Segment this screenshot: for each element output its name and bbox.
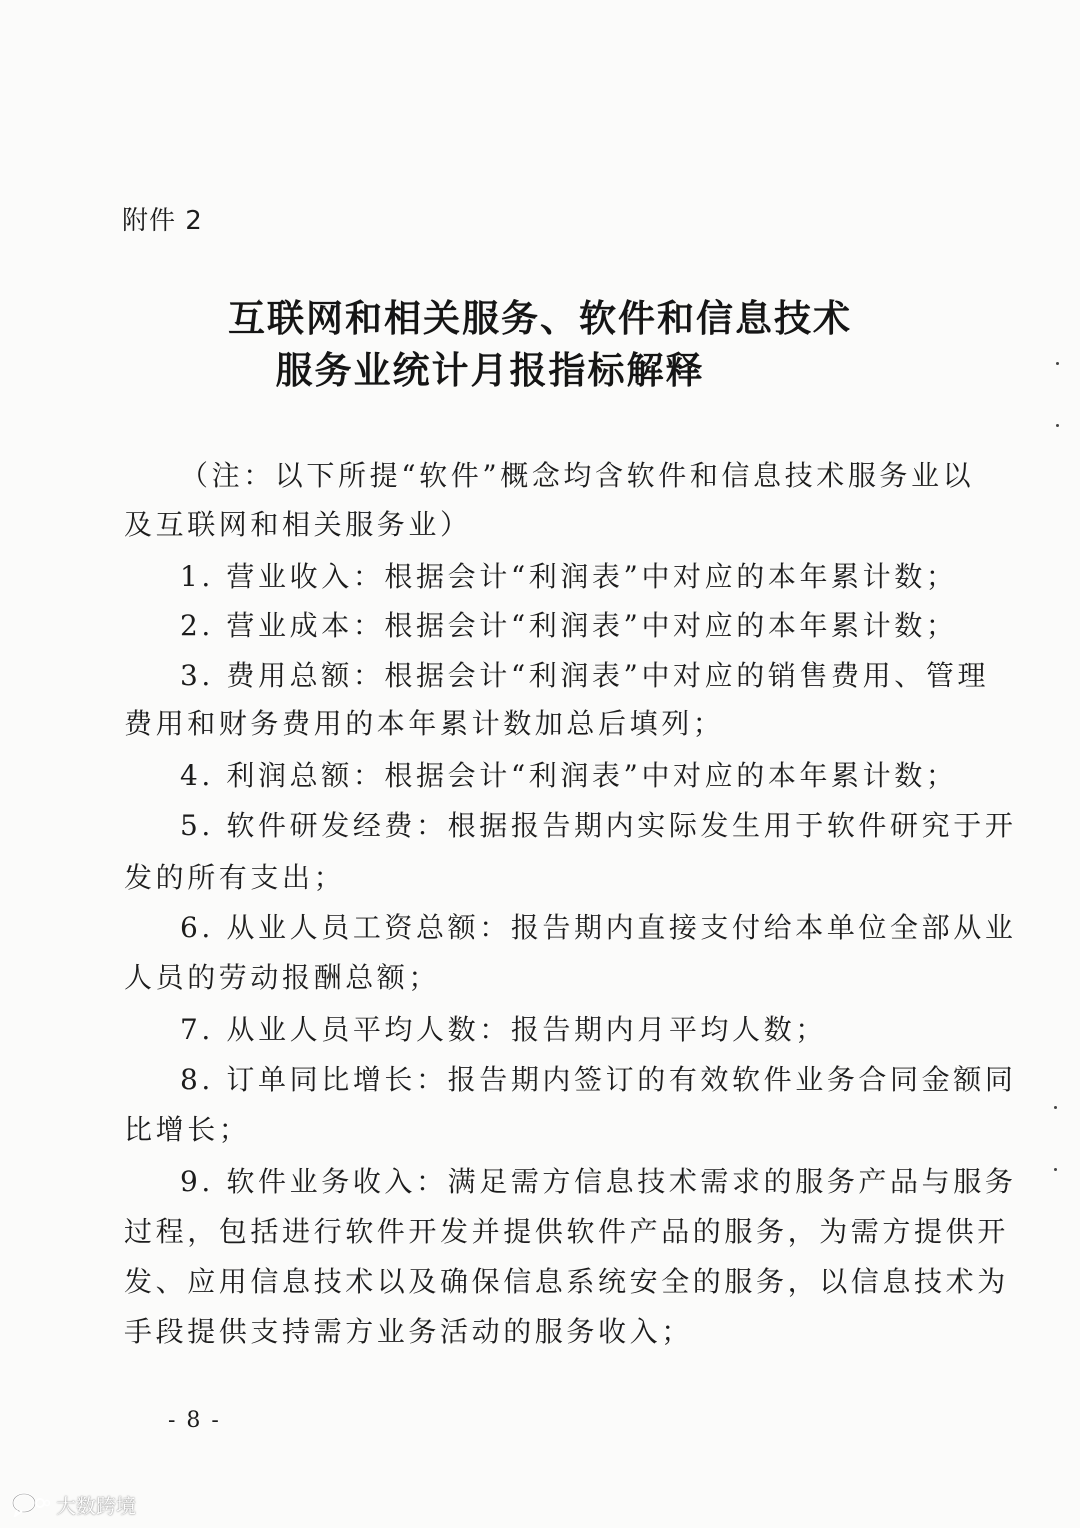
- body-line: 发、应用信息技术以及确保信息系统安全的服务，以信息技术为: [124, 1265, 1009, 1298]
- body-line: 9. 软件业务收入：满足需方信息技术需求的服务产品与服务: [180, 1165, 1017, 1198]
- body-line: 人员的劳动报酬总额；: [124, 961, 441, 994]
- watermark-text: 大数跨境: [56, 1493, 136, 1518]
- body-line: 比增长；: [124, 1113, 251, 1146]
- body-line: 7. 从业人员平均人数：报告期内月平均人数；: [180, 1013, 827, 1046]
- body-line: 手段提供支持需方业务活动的服务收入；: [124, 1315, 693, 1348]
- body-line: 8. 订单同比增长：报告期内签订的有效软件业务合同金额同: [180, 1063, 1017, 1096]
- body-line: 5. 软件研发经费：根据报告期内实际发生用于软件研究于开: [180, 809, 1017, 842]
- scan-speck: [1056, 362, 1059, 365]
- body-line: 费用和财务费用的本年累计数加总后填列；: [124, 707, 725, 740]
- body-line: 4. 利润总额：根据会计“利润表”中对应的本年累计数；: [180, 759, 958, 792]
- chat-bubble-logo-icon: [10, 1491, 50, 1517]
- body-line: 1. 营业收入：根据会计“利润表”中对应的本年累计数；: [180, 560, 958, 593]
- document-title-line-1: 互联网和相关服务、软件和信息技术: [228, 297, 852, 340]
- body-line: 3. 费用总额：根据会计“利润表”中对应的销售费用、管理: [180, 659, 990, 692]
- body-line: 过程，包括进行软件开发并提供软件产品的服务，为需方提供开: [124, 1215, 1009, 1248]
- body-line: 2. 营业成本：根据会计“利润表”中对应的本年累计数；: [180, 609, 958, 642]
- body-line: 发的所有支出；: [124, 861, 346, 894]
- scan-speck: [1054, 1106, 1057, 1109]
- body-line: 6. 从业人员工资总额：报告期内直接支付给本单位全部从业: [180, 911, 1017, 944]
- attachment-label: 附件 2: [122, 206, 203, 236]
- body-line: （注：以下所提“软件”概念均含软件和信息技术服务业以: [180, 459, 975, 492]
- page-number: - 8 -: [168, 1408, 221, 1433]
- scan-speck: [1054, 1168, 1057, 1171]
- watermark: [10, 1488, 136, 1520]
- document-title-line-2: 服务业统计月报指标解释: [275, 349, 705, 392]
- body-line: 及互联网和相关服务业）: [124, 508, 472, 541]
- scan-speck: [1056, 424, 1059, 427]
